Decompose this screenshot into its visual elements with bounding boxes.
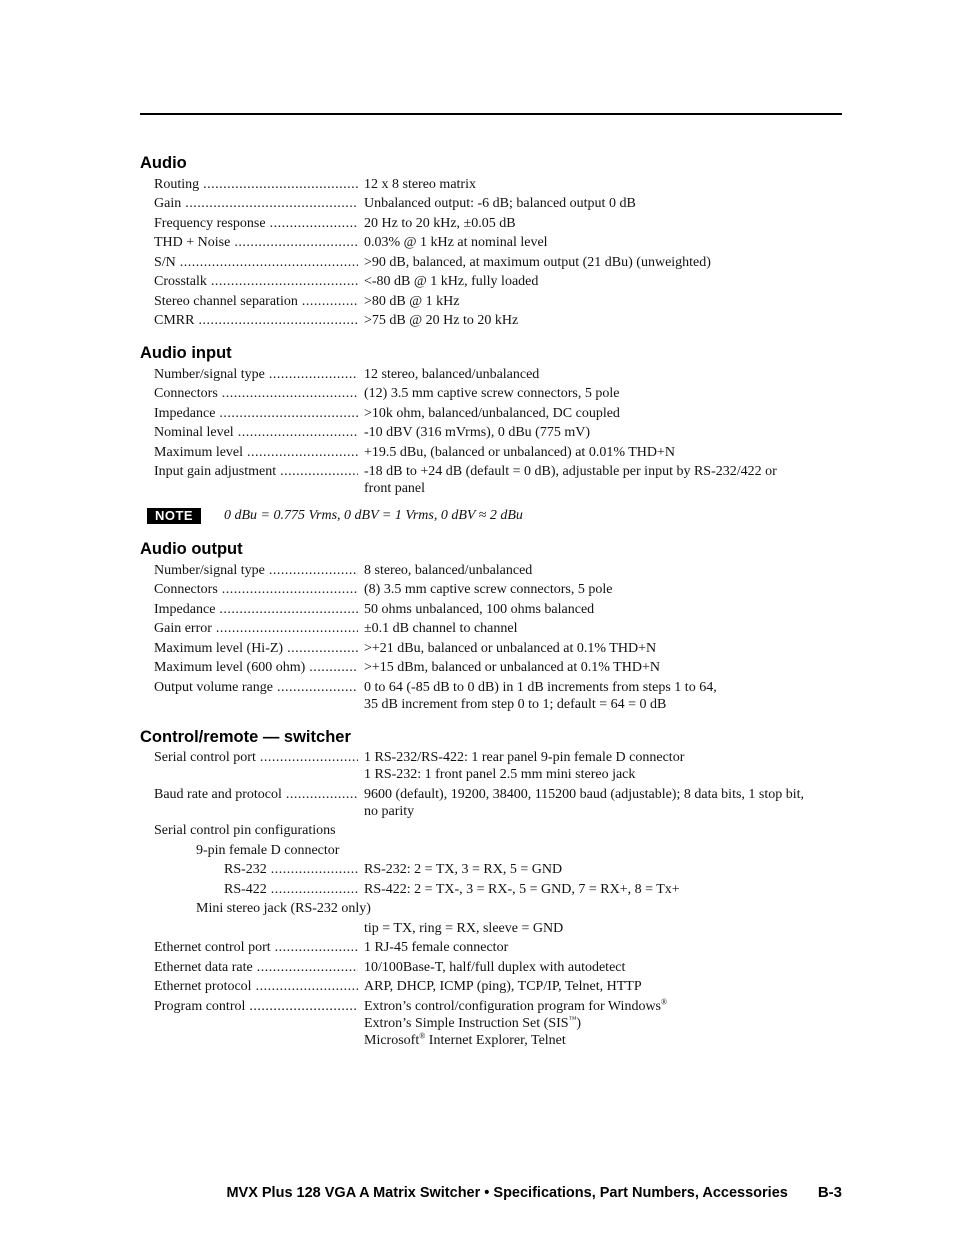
spec-value-line: 35 dB increment from step 0 to 1; default = 64 = 0 dB	[364, 696, 667, 712]
spec-value	[358, 939, 842, 956]
spec-row	[140, 311, 842, 331]
spec-row	[140, 272, 842, 292]
spec-row	[140, 658, 842, 678]
spec-value-line: 10/100Base-T, half/full duplex with autodetect	[364, 959, 626, 975]
spec-row	[140, 840, 842, 860]
spec-row	[140, 384, 842, 404]
section-title: Audio input	[140, 344, 232, 362]
spec-row	[140, 599, 842, 619]
spec-value	[358, 293, 842, 310]
spec-label: Crosstalk .....	[140, 273, 358, 290]
spec-row	[140, 619, 842, 639]
spec-value	[358, 900, 842, 917]
spec-rows	[140, 560, 842, 714]
spec-rows	[140, 748, 842, 1050]
spec-value	[358, 959, 842, 976]
spec-label: Connectors .....	[140, 581, 358, 598]
spec-value-line: 1 RS-232/RS-422: 1 rear panel 9-pin female D connector	[364, 750, 685, 765]
spec-row	[140, 957, 842, 977]
section-audio	[140, 152, 842, 330]
spec-label: Number/signal type .....	[140, 366, 358, 383]
spec-label: Program control .....	[140, 998, 358, 1049]
spec-label: Impedance .....	[140, 601, 358, 618]
spec-row	[140, 442, 842, 462]
spec-value-line: +19.5 dBu, (balanced or unbalanced) at 0.01% THD+N	[364, 444, 676, 460]
spec-value	[358, 424, 842, 441]
spec-value	[358, 176, 842, 193]
spec-row	[140, 977, 842, 997]
spec-value-line: 8 stereo, balanced/unbalanced	[364, 562, 533, 578]
spec-value-line: RS-422: 2 = TX-, 3 = RX-, 5 = GND, 7 = RX+, 8 = Tx+	[364, 881, 680, 897]
spec-row	[140, 580, 842, 600]
spec-value	[358, 215, 842, 232]
spec-row	[140, 821, 842, 841]
spec-value	[358, 385, 842, 402]
spec-label: Input gain adjustment .....	[140, 463, 358, 497]
spec-label: Maximum level .....	[140, 444, 358, 461]
spec-value	[358, 640, 842, 657]
spec-label: RS-232 .....	[140, 861, 358, 878]
spec-content	[140, 152, 842, 1062]
spec-row	[140, 462, 842, 499]
spec-row	[140, 879, 842, 899]
header-rule	[140, 113, 842, 115]
spec-value-line: -10 dBV (316 mVrms), 0 dBu (775 mV)	[364, 425, 591, 440]
spec-row	[140, 899, 842, 919]
spec-value	[358, 273, 842, 290]
spec-value-line: Extron’s Simple Instruction Set (SIS™)	[364, 1013, 582, 1031]
spec-row	[140, 291, 842, 311]
spec-label: Impedance .....	[140, 405, 358, 422]
section-audio-output	[140, 538, 842, 714]
spec-row	[140, 860, 842, 880]
spec-row	[140, 174, 842, 194]
spec-value	[358, 978, 842, 995]
spec-value-line: RS-232: 2 = TX, 3 = RX, 5 = GND	[364, 862, 563, 877]
spec-value-line: 0.03% @ 1 kHz at nominal level	[364, 235, 548, 250]
spec-value	[358, 195, 842, 212]
spec-value-line: >90 dB, balanced, at maximum output (21 dBu) (unweighted)	[364, 254, 711, 270]
spec-value	[358, 679, 842, 713]
note	[140, 508, 842, 524]
spec-value-line: (8) 3.5 mm captive screw connectors, 5 pole	[364, 582, 613, 597]
spec-label: Stereo channel separation .....	[140, 293, 358, 310]
spec-value-line: 1 RJ-45 female connector	[364, 940, 509, 955]
spec-value	[358, 366, 842, 383]
note-text: 0 dBu = 0.775 Vrms, 0 dBV = 1 Vrms, 0 dBV ≈ 2 dBu	[224, 508, 523, 523]
spec-value	[358, 312, 842, 329]
spec-label: Serial control pin configurations	[154, 823, 336, 838]
spec-value-line: -18 dB to +24 dB (default = 0 dB), adjustable per input by RS-232/422 or	[364, 464, 777, 479]
spec-value-line: 12 x 8 stereo matrix	[364, 176, 476, 192]
spec-value	[358, 463, 842, 497]
spec-value-line: 12 stereo, balanced/unbalanced	[364, 366, 540, 382]
spec-label: THD + Noise .....	[140, 234, 358, 251]
spec-value	[358, 822, 842, 839]
spec-value-line: >80 dB @ 1 kHz	[364, 293, 460, 309]
section-title: Audio	[140, 154, 187, 172]
spec-value	[358, 405, 842, 422]
spec-label: Maximum level (600 ohm) .....	[140, 659, 358, 676]
spec-rows	[140, 364, 842, 498]
spec-value	[358, 601, 842, 618]
spec-value-line: Unbalanced output: -6 dB; balanced output 0 dB	[364, 196, 636, 211]
spec-value	[358, 620, 842, 637]
footer-title: MVX Plus 128 VGA A Matrix Switcher • Specifications, Part Numbers, Accessories	[226, 1185, 788, 1201]
spec-label: Output volume range .....	[140, 679, 358, 713]
spec-value	[358, 881, 842, 898]
spec-row	[140, 252, 842, 272]
spec-value	[358, 998, 842, 1049]
spec-value-line: 1 RS-232: 1 front panel 2.5 mm mini stereo jack	[364, 767, 636, 782]
spec-value-line: 50 ohms unbalanced, 100 ohms balanced	[364, 601, 595, 617]
spec-value	[358, 234, 842, 251]
spec-label: Serial control port .....	[140, 749, 358, 783]
spec-rows	[140, 174, 842, 330]
spec-label: Number/signal type .....	[140, 562, 358, 579]
spec-label: Routing .....	[140, 176, 358, 193]
spec-value	[358, 581, 842, 598]
spec-row	[140, 194, 842, 214]
spec-label: Nominal level .....	[140, 424, 358, 441]
spec-value-line: 0 to 64 (-85 dB to 0 dB) in 1 dB increments from steps 1 to 64,	[364, 679, 717, 695]
page-footer	[140, 1184, 842, 1201]
spec-label: RS-422 .....	[140, 881, 358, 898]
spec-label: Connectors .....	[140, 385, 358, 402]
spec-row	[140, 677, 842, 714]
spec-value-line: Microsoft® Internet Explorer, Telnet	[364, 1030, 566, 1048]
spec-label: Gain .....	[140, 195, 358, 212]
spec-value-line: >+15 dBm, balanced or unbalanced at 0.1% THD+N	[364, 660, 660, 675]
spec-value	[358, 749, 842, 783]
section-audio-input	[140, 342, 842, 498]
spec-value	[358, 444, 842, 461]
spec-label: S/N .....	[140, 254, 358, 271]
page-number: B-3	[817, 1184, 842, 1201]
spec-row	[140, 996, 842, 1050]
spec-label: Ethernet protocol .....	[140, 978, 358, 995]
spec-value	[358, 562, 842, 579]
spec-value	[358, 842, 842, 859]
section-title: Control/remote — switcher	[140, 727, 351, 746]
spec-label: Ethernet control port .....	[140, 939, 358, 956]
spec-label: Gain error .....	[140, 620, 358, 637]
spec-row	[140, 784, 842, 821]
spec-row	[140, 233, 842, 253]
spec-value-line: (12) 3.5 mm captive screw connectors, 5 pole	[364, 386, 620, 401]
spec-row	[140, 748, 842, 785]
spec-value-line: Extron’s control/configuration program for Windows®	[364, 996, 668, 1014]
spec-value-line: ARP, DHCP, ICMP (ping), TCP/IP, Telnet, HTTP	[364, 979, 642, 994]
spec-label: Mini stereo jack (RS-232 only)	[196, 901, 371, 916]
spec-label: 9-pin female D connector	[196, 842, 340, 858]
note-badge: NOTE	[147, 508, 201, 524]
spec-value	[358, 861, 842, 878]
spec-value	[358, 920, 842, 937]
spec-value	[358, 659, 842, 676]
spec-label: Frequency response .....	[140, 215, 358, 232]
spec-value-line: 9600 (default), 19200, 38400, 115200 baud (adjustable); 8 data bits, 1 stop bit,	[364, 786, 805, 802]
spec-value-line: ±0.1 dB channel to channel	[364, 621, 518, 636]
spec-row	[140, 560, 842, 580]
spec-value-line: >10k ohm, balanced/unbalanced, DC coupled	[364, 405, 620, 421]
spec-value	[358, 786, 842, 820]
section-control-remote	[140, 726, 842, 1050]
spec-value-line: front panel	[364, 481, 426, 496]
spec-row	[140, 638, 842, 658]
spec-value-line: <-80 dB @ 1 kHz, fully loaded	[364, 274, 539, 289]
spec-row	[140, 423, 842, 443]
spec-value-line: 20 Hz to 20 kHz, ±0.05 dB	[364, 215, 516, 231]
spec-row	[140, 403, 842, 423]
spec-value-line: tip = TX, ring = RX, sleeve = GND	[364, 920, 564, 936]
section-title: Audio output	[140, 540, 243, 558]
spec-row	[140, 364, 842, 384]
spec-value-line: no parity	[364, 803, 415, 819]
spec-label: Ethernet data rate .....	[140, 959, 358, 976]
spec-row	[140, 938, 842, 958]
spec-row	[140, 213, 842, 233]
spec-label	[140, 920, 358, 937]
spec-value-line: >75 dB @ 20 Hz to 20 kHz	[364, 313, 519, 328]
spec-value-line: >+21 dBu, balanced or unbalanced at 0.1% THD+N	[364, 640, 657, 656]
spec-value	[358, 254, 842, 271]
spec-row	[140, 918, 842, 938]
spec-label: Baud rate and protocol .....	[140, 786, 358, 820]
spec-label: CMRR .....	[140, 312, 358, 329]
spec-label: Maximum level (Hi-Z) .....	[140, 640, 358, 657]
